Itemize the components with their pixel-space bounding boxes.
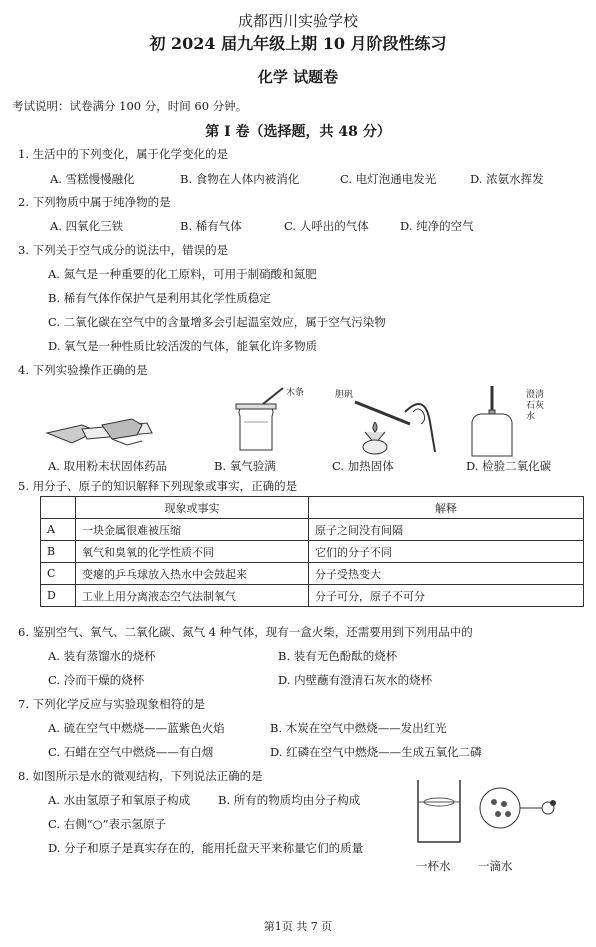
table-row (41, 563, 584, 585)
q6-stem: 6. 鉴别空气、氧气、二氧化碳、氮气 4 种气体，现有一盒火柴，还需要用到下列用品中的 (18, 625, 473, 639)
q1-stem: 1. 生活中的下列变化，属于化学变化的是 (18, 147, 229, 161)
beaker-caption: 一杯水 (416, 859, 451, 873)
co2-test-figure (462, 382, 522, 462)
section-title: 第 I 卷（选择题，共 48 分） (205, 124, 391, 140)
q3-option-b: B. 稀有气体作保护气是利用其化学性质稳定 (48, 291, 271, 305)
q7-option-d: D. 红磷在空气中燃烧——生成五氧化二磷 (270, 745, 482, 759)
q2-option-b: B. 稀有气体 (180, 219, 242, 233)
table-row (41, 541, 584, 563)
q6-option-d: D. 内壁蘸有澄清石灰水的烧杯 (278, 673, 433, 687)
q5-table (40, 496, 584, 607)
exam-title: 初 2024 届九年级上期 10 月阶段性练习 (149, 34, 447, 53)
school-name: 成都西川实验学校 (237, 12, 358, 30)
ore-label: 胆矾 (335, 390, 354, 400)
q4-option-b: B. 氧气验满 (214, 459, 276, 473)
table-cell: 分子可分，原子不可分 (309, 585, 584, 607)
table-cell: A (41, 519, 76, 541)
table-cell: C (41, 563, 76, 585)
table-cell: B (41, 541, 76, 563)
q3-option-d: D. 氧气是一种性质比较活泼的气体，能氧化许多物质 (48, 339, 318, 353)
q6-option-b: B. 装有无色酚酞的烧杯 (278, 649, 398, 663)
q6-option-c: C. 冷而干燥的烧杯 (48, 673, 145, 687)
table-cell: 它们的分子不同 (309, 541, 584, 563)
q4-option-c: C. 加热固体 (332, 459, 394, 473)
table-header-cell: 现象或事实 (76, 497, 309, 519)
q7-option-c: C. 石蜡在空气中燃烧——有白烟 (48, 745, 214, 759)
droplet-caption: 一滴水 (478, 859, 513, 873)
table-header-row (41, 497, 584, 519)
q6-option-a: A. 装有蒸馏水的烧杯 (48, 649, 156, 663)
limewater-label-2: 石灰 (526, 401, 545, 411)
exam-note: 考试说明：试卷满分 100 分，时间 60 分钟。 (12, 99, 248, 113)
q3-option-c: C. 二氧化碳在空气中的含量增多会引起温室效应，属于空气污染物 (48, 315, 386, 329)
table-cell: 工业上用分离液态空气法制氧气 (76, 585, 309, 607)
q5-stem: 5. 用分子、原子的知识解释下列现象或事实，正确的是 (18, 479, 298, 493)
q2-stem: 2. 下列物质中属于纯净物的是 (18, 195, 171, 209)
oxygen-test-figure (228, 382, 318, 457)
q8-option-a: A. 水由氢原子和氧原子构成 (48, 793, 191, 807)
q8-stem: 8. 如图所示是水的微观结构，下列说法正确的是 (18, 769, 263, 783)
q1-option-c: C. 电灯泡通电发光 (340, 172, 437, 186)
table-cell: 分子受热变大 (309, 563, 584, 585)
subject-title: 化学 试题卷 (257, 68, 339, 86)
q4-option-a: A. 取用粉末状固体药品 (48, 459, 168, 473)
q2-option-a: A. 四氧化三铁 (50, 219, 124, 233)
water-structure-figure (410, 772, 560, 852)
table-cell: 变瘪的乒乓球放入热水中会鼓起来 (76, 563, 309, 585)
table-row (41, 585, 584, 607)
table-cell: 原子之间没有间隔 (309, 519, 584, 541)
q4-option-d: D. 检验二氧化碳 (466, 459, 552, 473)
limewater-label-1: 澄清 (526, 390, 545, 400)
table-cell: D (41, 585, 76, 607)
wood-stick-label: 木条 (286, 388, 305, 398)
q1-option-a: A. 雪糕慢慢融化 (50, 172, 135, 186)
table-row (41, 519, 584, 541)
q1-option-d: D. 浓氨水挥发 (470, 172, 544, 186)
q3-option-a: A. 氮气是一种重要的化工原料，可用于制硝酸和氮肥 (48, 267, 317, 281)
powder-transfer-figure (42, 405, 162, 455)
q7-option-b: B. 木炭在空气中燃烧——发出红光 (270, 721, 447, 735)
limewater-label-3: 水 (526, 412, 536, 422)
q3-stem: 3. 下列关于空气成分的说法中，错误的是 (18, 243, 229, 257)
q1-option-b: B. 食物在人体内被消化 (180, 172, 300, 186)
page-footer: 第1页 共 7 页 (263, 920, 333, 933)
q8-option-c: C. 右侧“○”表示氢原子 (48, 817, 166, 831)
q8-option-b: B. 所有的物质均由分子构成 (218, 793, 361, 807)
table-header-cell (41, 497, 76, 519)
q2-option-c: C. 人呼出的气体 (284, 219, 369, 233)
table-header-cell: 解释 (309, 497, 584, 519)
table-cell: 氧气和臭氧的化学性质不同 (76, 541, 309, 563)
q7-stem: 7. 下列化学反应与实验现象相符的是 (18, 697, 206, 711)
q4-stem: 4. 下列实验操作正确的是 (18, 363, 148, 377)
q7-option-a: A. 硫在空气中燃烧——蓝紫色火焰 (48, 721, 225, 735)
table-cell: 一块金属很难被压缩 (76, 519, 309, 541)
q2-option-d: D. 纯净的空气 (400, 219, 474, 233)
q8-option-d: D. 分子和原子是真实存在的，能用托盘天平来称量它们的质量 (48, 841, 364, 855)
